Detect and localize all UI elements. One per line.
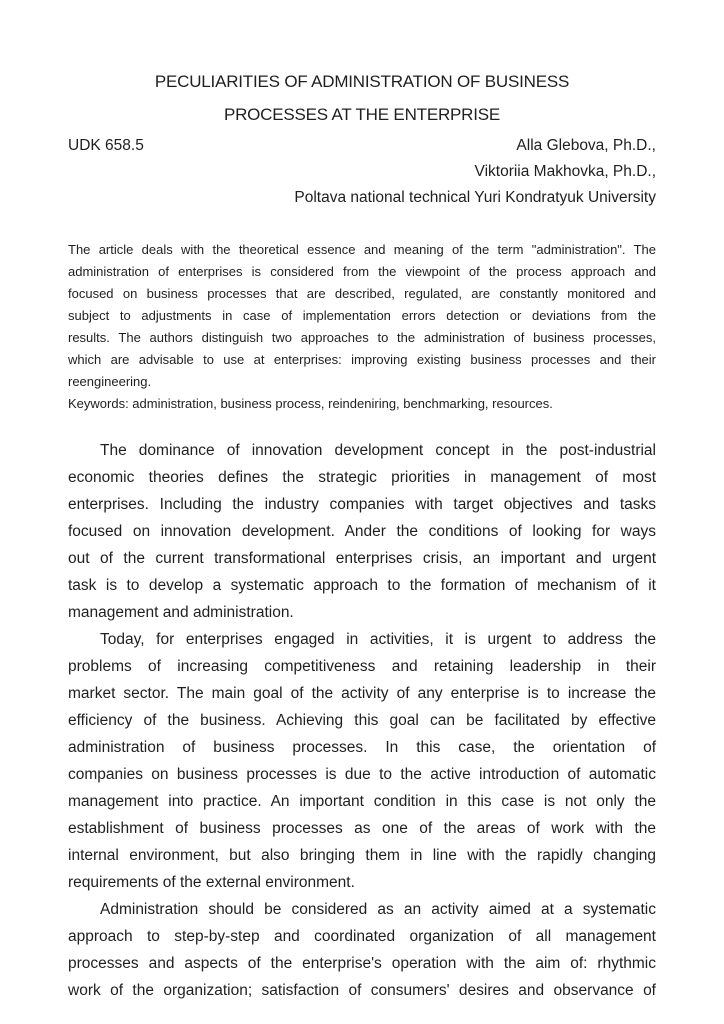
article-header bbox=[68, 133, 656, 211]
text-line: which are advisable to use at enterprises: improving existing business processes and their bbox=[68, 352, 656, 367]
text-line: requirements of the external environment. bbox=[68, 874, 355, 891]
text-line: focused on business processes that are described, regulated, are constantly monitored and bbox=[68, 286, 656, 301]
text-line: focused on innovation development. Ander the conditions of looking for ways bbox=[68, 523, 656, 540]
affiliation: Poltava national technical Yuri Kondratyuk University bbox=[294, 189, 656, 206]
text-line: management and administration. bbox=[68, 604, 294, 621]
abstract-section bbox=[68, 239, 656, 415]
text-line: results. The authors distinguish two approaches to the administration of business processes, bbox=[68, 330, 656, 345]
text-line: companies on business processes is due to the active introduction of automatic bbox=[68, 766, 656, 783]
text-line: approach to step-by-step and coordinated organization of all management bbox=[68, 928, 656, 945]
text-line: The dominance of innovation development concept in the post-industrial bbox=[100, 442, 656, 459]
body-paragraph-2 bbox=[68, 626, 656, 896]
article-title-line-1: PECULIARITIES OF ADMINISTRATION OF BUSINESS bbox=[154, 72, 570, 91]
text-line: efficiency of the business. Achieving this goal can be facilitated by effective bbox=[68, 712, 656, 729]
article-title-line-2: PROCESSES AT THE ENTERPRISE bbox=[223, 105, 501, 124]
text-line: The article deals with the theoretical essence and meaning of the term "administration". The bbox=[68, 242, 656, 257]
text-line: enterprises. Including the industry companies with target objectives and tasks bbox=[68, 496, 656, 513]
text-line: task is to develop a systematic approach to the formation of mechanism of it bbox=[68, 577, 656, 594]
text-line: establishment of business processes as one of the areas of work with the bbox=[68, 820, 656, 837]
text-line: market sector. The main goal of the activity of any enterprise is to increase the bbox=[68, 685, 656, 702]
text-line: internal environment, but also bringing them in line with the rapidly changing bbox=[68, 847, 656, 864]
text-line: processes and aspects of the enterprise's operation with the aim of: rhythmic bbox=[68, 955, 656, 972]
author-name-1: Alla Glebova, Ph.D., bbox=[516, 137, 656, 154]
text-line: economic theories defines the strategic priorities in management of most bbox=[68, 469, 656, 486]
text-line: Today, for enterprises engaged in activities, it is urgent to address the bbox=[100, 631, 656, 648]
article-title bbox=[68, 0, 656, 131]
text-line: problems of increasing competitiveness and retaining leadership in their bbox=[68, 658, 656, 675]
text-line: Administration should be considered as an activity aimed at a systematic bbox=[100, 901, 656, 918]
text-line: subject to adjustments in case of implementation errors detection or deviations from the bbox=[68, 308, 656, 323]
body-paragraph-3 bbox=[68, 896, 656, 1004]
text-line: administration of business processes. In this case, the orientation of bbox=[68, 739, 656, 756]
article-body bbox=[68, 437, 656, 1004]
keywords-text: Keywords: administration, business process, reindeniring, benchmarking, resources. bbox=[68, 396, 553, 411]
text-line: work of the organization; satisfaction of consumers' desires and observance of bbox=[68, 982, 656, 999]
body-paragraph-1 bbox=[68, 437, 656, 626]
udk-label: UDK 658.5 bbox=[68, 137, 144, 154]
text-line: management into practice. An important condition in this case is not only the bbox=[68, 793, 656, 810]
text-line: administration of enterprises is considered from the viewpoint of the process approach and bbox=[68, 264, 656, 279]
text-line: out of the current transformational enterprises crisis, an important and urgent bbox=[68, 550, 656, 567]
text-line: reengineering. bbox=[68, 374, 152, 389]
abstract-text bbox=[68, 239, 656, 393]
author-name-2: Viktoriia Makhovka, Ph.D., bbox=[474, 163, 656, 180]
udk-author-row bbox=[68, 133, 656, 159]
